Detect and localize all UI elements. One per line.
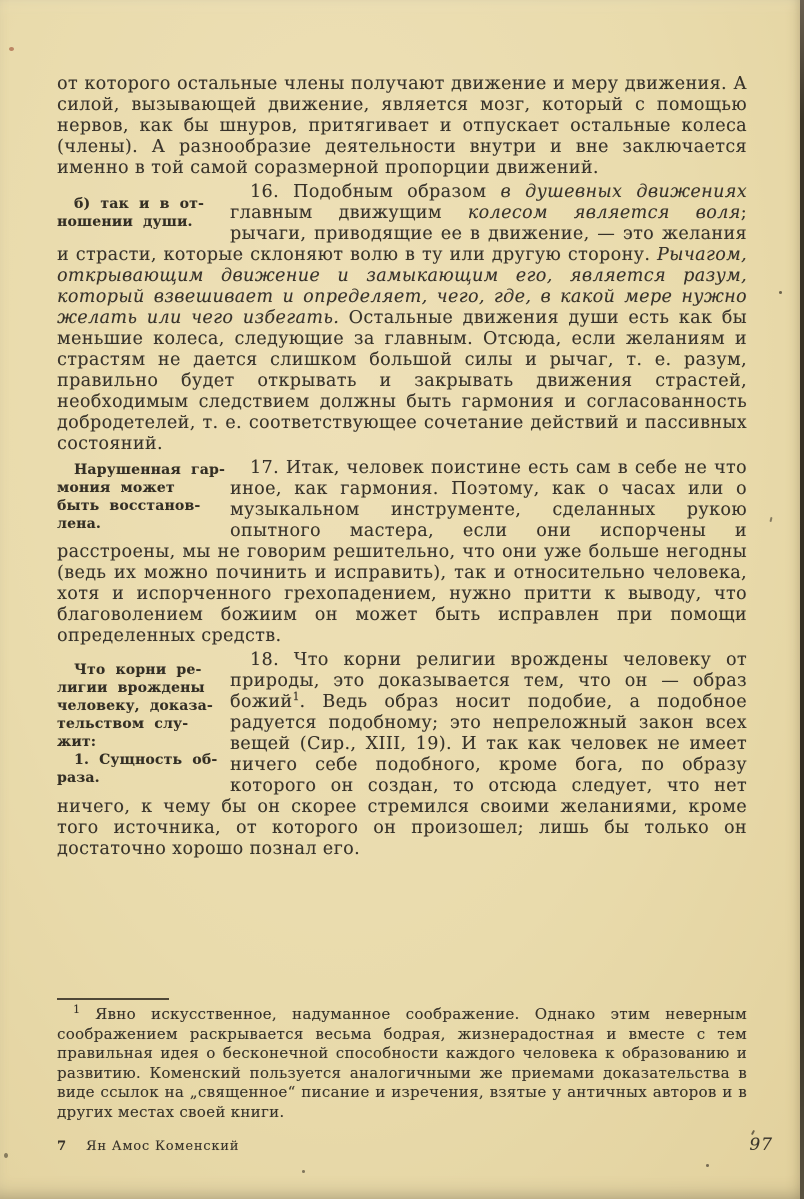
section-18: [57, 650, 747, 860]
paper-speck: [769, 517, 772, 522]
footnote-marker: 1: [73, 1003, 80, 1016]
text-run: Остальные движения души есть как бы меньшие колеса, следующие за главным. Отсюда, если желаниям и страстям не дается слишком большой силы и рычаг, т. е. разум, правильно будет открывать и закрывать движения страстей, необходимым следствием должны быть гармония и согласованность добродетелей, т. е. соответствующее сочетание действий и пассивных состояний.: [57, 308, 747, 454]
page-number: 97: [749, 1135, 773, 1155]
footnote-reference: 1: [292, 690, 300, 704]
sidenote-line: Нарушенная гар-: [74, 462, 226, 478]
sidenote-16: [57, 182, 230, 242]
sidenote-line: ношении души.: [57, 214, 193, 230]
text-run: . Ведь образ носит подобие, а подобное радуется подобному; это непреложный закон всех вещей (Сир., XIII, 19). И так как человек не имеет ничего себе подобного, кроме бога, по образу которого он создан, то отсюда следует, что нет ничего, к чему бы он скорее стремился своими желаниями, кроме того источника, от которого он произошел; лишь бы только он достаточно хорошо познал его.: [57, 692, 747, 859]
italic-run: колесом является воля: [467, 203, 741, 223]
footnote-separator: [57, 998, 169, 1000]
sidenote-line: раза.: [57, 770, 100, 786]
sidenote-line: Что корни ре-: [74, 662, 202, 678]
italic-run: Рычагом, открывающим движение и замыкающим его, является разум, который взвешивает и определяет, чего, где, в какой мере нужно желать или чего избегать.: [57, 245, 747, 328]
paper-speck: [4, 1153, 8, 1158]
sidenote-18: [57, 650, 230, 795]
section-16: [57, 182, 747, 455]
printer-signature: 7: [57, 1139, 67, 1154]
sidenote-line: 1. Сущность об-: [74, 752, 218, 768]
section-17: [57, 458, 747, 647]
text-run: 16. Подобным образом: [250, 182, 501, 202]
sidenote-line: человеку, доказа-: [57, 698, 213, 714]
running-title: Ян Амос Коменский: [86, 1139, 240, 1154]
sidenote-17: [57, 458, 230, 540]
footnote-block: [57, 998, 747, 1122]
sidenote-line: быть восстанов-: [57, 498, 201, 514]
sidenote-line: мония может: [57, 480, 175, 496]
text-run: 18. Что корни религии врождены человеку от природы, это доказывается тем, что он — образ божий: [230, 650, 747, 712]
sidenote-line: б) так и в от-: [74, 196, 205, 212]
sidenote-line: тельством слу-: [57, 716, 189, 732]
paper-speck: [779, 291, 782, 294]
text-run: Явно искусственное, надуманное соображение. Однако этим неверным соображением раскрывается весьма бодрая, жизнерадостная и вместе с тем правильная идея о бесконечной способности каждого человека к образованию и развитию. Коменский пользуется аналогичными же приемами доказательства в виде ссылок на „священное“ писание и изречения, взятые у античных авторов и в других местах своей книги.: [57, 1005, 747, 1121]
sidenote-line: лена.: [57, 516, 101, 532]
page-edge-shadow: [800, 0, 804, 1199]
page-footer: [57, 1135, 773, 1155]
paper-speck: [9, 47, 14, 51]
paper-speck: [302, 1170, 305, 1173]
text-run: ; рычаги, приводящие ее в движение, — это желания и страсти, которые склоняют волю в ту или другую сторону.: [57, 203, 747, 265]
sidenote-line: лигии врождены: [57, 680, 205, 696]
sidenote-line: жит:: [57, 734, 97, 750]
intro-paragraph: от которого остальные члены получают движение и меру движения. А силой, вызывающей движение, является мозг, который с помощью нервов, как бы шнуров, притягивает и отпускает остальные колеса (члены). А разнообразие деятельности внутри и вне заключается именно в той самой соразмерной пропорции движений.: [57, 74, 747, 178]
paragraph-17: 17. Итак, человек поистине есть сам в себе не что иное, как гармония. Поэтому, как о часах или о музыкальном инструменте, сделанных рукою опытного мастера, если они испорчены и расстроены, мы не говорим решительно, что они уже больше негодны (ведь их можно починить и исправить), так и относительно человека, хотя и испорченного грехопадением, нужно притти к выводу, что благоволением божиим он может быть исправлен при помощи определенных средств.: [57, 458, 747, 646]
footnote-text: [57, 1005, 747, 1122]
italic-run: в душевных движениях: [500, 182, 747, 202]
text-run: главным движущим: [230, 203, 468, 223]
paper-speck: [706, 1164, 709, 1167]
